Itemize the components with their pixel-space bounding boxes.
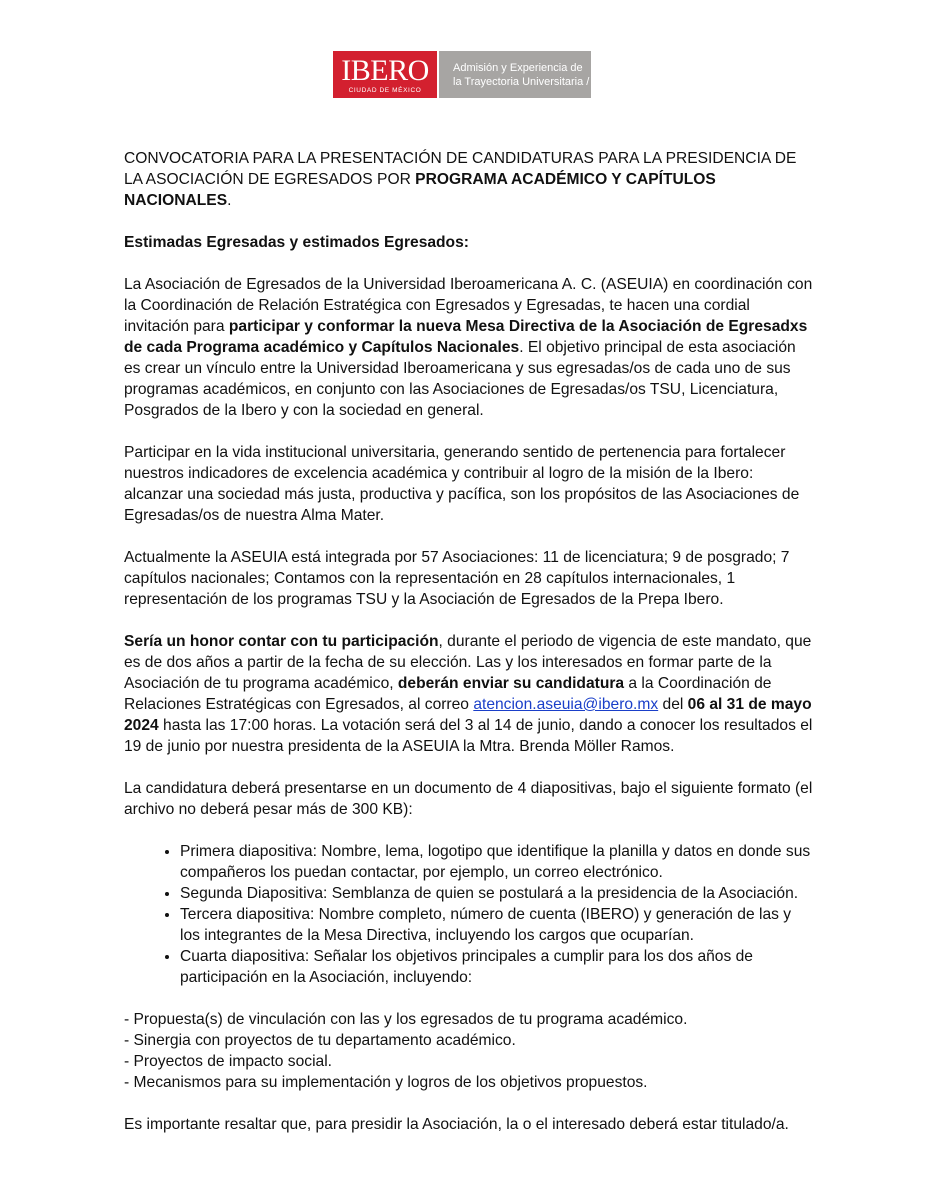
- paragraph-intro: [124, 274, 814, 421]
- department-line-1: Admisión y Experiencia de: [453, 61, 583, 74]
- slide-requirements-list: [124, 841, 814, 988]
- greeting: Estimadas Egresadas y estimados Egresados:: [124, 234, 469, 251]
- list-item: - Mecanismos para su implementación y logros de los objetivos propuestos.: [124, 1074, 648, 1091]
- p4-text-d: a la Coordinación de Relaciones Estratégicas con Egresados, al correo: [124, 675, 772, 713]
- paragraph-invitation: [124, 631, 814, 757]
- p4-text-e: del: [658, 696, 688, 713]
- p4-date-range: 06 al 31 de mayo 2024: [124, 696, 812, 734]
- paragraph-purpose: Participar en la vida institucional universitaria, generando sentido de pertenencia para fortalecer nuestros indicadores de excelencia académica y contribuir al logro de la misión de la Ibero: alcanzar una sociedad más justa, productiva y pacífica, son los propósitos de las Asociaciones de Egresadas/os de nuestra Alma Mater.: [124, 444, 800, 524]
- paragraph-composition: Actualmente la ASEUIA está integrada por 57 Asociaciones: 11 de licenciatura; 9 de posgrado; 7 capítulos nacionales; Contamos con la representación en 28 capítulos internacionales, 1 representación de los programas TSU y la Asociación de Egresados de la Prepa Ibero.: [124, 549, 790, 608]
- document-body: [124, 148, 814, 1156]
- logo-brand: IBERO: [341, 53, 429, 87]
- closing-note: Es importante resaltar que, para presidir la Asociación, la o el interesado deberá estar titulado/a.: [124, 1116, 789, 1133]
- p4-text-b: , durante el periodo de vigencia de este mandato, que es de dos años a partir de la fecha de su elección. Las y los interesados en formar parte de la Asociación de tu programa académico,: [124, 633, 812, 692]
- objectives-list: [124, 1009, 814, 1093]
- p1-bold: participar y conformar la nueva Mesa Directiva de la Asociación de Egresadxs de cada Programa académico y Capítulos Nacionales: [124, 318, 808, 356]
- document-title: [124, 148, 814, 211]
- title-end: .: [227, 192, 232, 209]
- list-item: - Proyectos de impacto social.: [124, 1053, 333, 1070]
- ibero-logo-mark: [333, 51, 437, 98]
- title-bold: PROGRAMA ACADÉMICO Y CAPÍTULOS NACIONALES: [124, 171, 716, 209]
- list-item: - Sinergia con proyectos de tu departamento académico.: [124, 1032, 516, 1049]
- department-line-2: la Trayectoria Universitaria /: [453, 75, 590, 88]
- paragraph-format: La candidatura deberá presentarse en un documento de 4 diapositivas, bajo el siguiente formato (el archivo no deberá pesar más de 300 KB):: [124, 780, 813, 818]
- list-item: • Segunda Diapositiva: Semblanza de quien se postulará a la presidencia de la Asociación.: [180, 883, 814, 904]
- list-item: - Propuesta(s) de vinculación con las y los egresados de tu programa académico.: [124, 1011, 688, 1028]
- list-item: • Tercera diapositiva: Nombre completo, número de cuenta (IBERO) y generación de las y los integrantes de la Mesa Directiva, incluyendo los cargos que ocuparían.: [180, 904, 814, 946]
- logo-city: CIUDAD DE MÉXICO: [348, 86, 422, 94]
- p4-bold-a: Sería un honor contar con tu participación: [124, 633, 439, 650]
- ibero-logo: [333, 51, 591, 98]
- p4-bold-c: deberán enviar su candidatura: [397, 675, 625, 692]
- list-item: • Primera diapositiva: Nombre, lema, logotipo que identifique la planilla y datos en donde sus compañeros los puedan contactar, por ejemplo, un correo electrónico.: [180, 841, 814, 883]
- list-item: • Cuarta diapositiva: Señalar los objetivos principales a cumplir para los dos años de participación en la Asociación, incluyendo:: [180, 946, 814, 988]
- department-label: [439, 51, 591, 98]
- email-link[interactable]: atencion.aseuia@ibero.mx: [473, 696, 659, 713]
- p1-text-a: La Asociación de Egresados de la Universidad Iberoamericana A. C. (ASEUIA) en coordinación con la Coordinación de Relación Estratégica con Egresados y Egresadas, te hacen una cordial invitación para: [124, 276, 813, 335]
- p1-text-c: . El objetivo principal de esta asociación es crear un vínculo entre la Universidad Iberoamericana y sus egresadas/os de cada uno de sus programas académicos, en conjunto con las Asociaciones de Egresadas/os TSU, Licenciatura, Posgrados de la Ibero y con la sociedad en general.: [124, 339, 796, 419]
- p4-text-g: hasta las 17:00 horas. La votación será del 3 al 14 de junio, dando a conocer los resultados el 19 de junio por nuestra presidenta de la ASEUIA la Mtra. Brenda Möller Ramos.: [124, 717, 813, 755]
- title-text: CONVOCATORIA PARA LA PRESENTACIÓN DE CANDIDATURAS PARA LA PRESIDENCIA DE LA ASOCIACIÓN DE EGRESADOS POR: [124, 150, 797, 188]
